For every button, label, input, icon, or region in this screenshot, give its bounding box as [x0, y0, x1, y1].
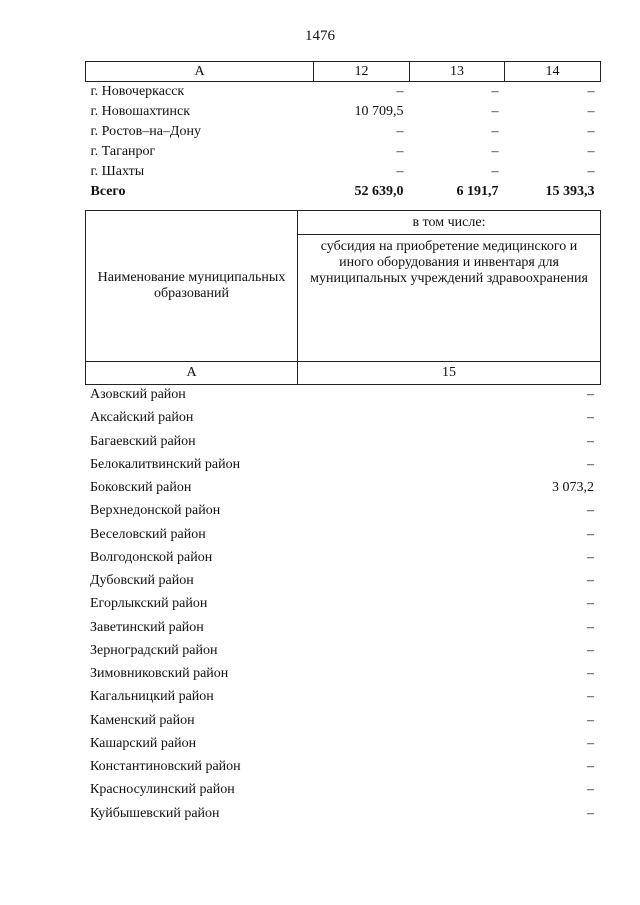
municipal-name-header-text: Наименование муниципальных образований [97, 270, 286, 301]
list-item [85, 687, 600, 710]
value-col-14: – [587, 84, 595, 99]
district-name: Дубовский район [90, 573, 194, 588]
district-name: Аксайский район [90, 410, 194, 426]
value-col-12: – [396, 164, 404, 179]
list-item [85, 594, 600, 617]
header-col-a-second: А [86, 362, 298, 385]
header-col-13: 13 [410, 62, 505, 82]
page-number: 1476 [305, 28, 335, 44]
district-value: – [587, 596, 594, 612]
city-name: г. Новошахтинск [90, 104, 191, 119]
list-item [85, 478, 600, 501]
district-name: Белокалитвинский район [90, 456, 241, 472]
district-name: Красносулинский район [90, 782, 235, 798]
header-col-14: 14 [505, 62, 601, 82]
district-value: – [587, 735, 594, 751]
district-value: – [587, 689, 594, 705]
list-item [85, 664, 600, 687]
district-value: – [587, 712, 594, 728]
district-value: – [587, 549, 594, 565]
district-name: Азовский район [90, 387, 186, 402]
value-col-12: 52 639,0 [354, 184, 404, 199]
list-item [85, 455, 600, 478]
district-name: Константиновский район [90, 759, 241, 774]
value-col-12: – [396, 124, 404, 139]
value-col-13: – [491, 144, 499, 159]
header-col-15: 15 [298, 362, 601, 385]
district-name: Кашарский район [90, 735, 197, 751]
value-col-13: 6 191,7 [456, 184, 499, 199]
list-item [85, 734, 600, 757]
subsidy-header: субсидия на приобретение медицинского и иного оборудования и инвентаря для муниципальных учреждений здравоохранения [298, 235, 601, 362]
district-value: – [587, 387, 594, 402]
value-col-14: – [587, 104, 595, 119]
header-col-a: А [86, 62, 314, 82]
list-item [85, 641, 600, 664]
list-item [85, 711, 600, 734]
city-name: г. Новочеркасск [90, 84, 185, 99]
city-name: г. Шахты [90, 164, 145, 179]
district-value: – [587, 805, 594, 821]
top-table-header-row [86, 62, 601, 82]
list-item [85, 804, 600, 827]
list-item [85, 571, 600, 594]
district-name: Куйбышевский район [90, 805, 220, 821]
district-name: Зерноградский район [90, 642, 218, 658]
district-name: Волгодонской район [90, 549, 213, 565]
district-value: 3 073,2 [552, 480, 594, 495]
district-value: – [587, 759, 594, 774]
value-col-14: 15 393,3 [545, 184, 595, 199]
city-name: г. Таганрог [90, 144, 156, 159]
list-item [85, 757, 600, 780]
list-item [85, 385, 600, 408]
district-value: – [587, 666, 594, 681]
city-name: г. Ростов–на–Дону [90, 124, 201, 139]
list-item [85, 432, 600, 455]
value-col-13: – [491, 104, 499, 119]
district-name: Кагальницкий район [90, 689, 214, 705]
table-row [86, 82, 601, 103]
table-row [86, 162, 601, 182]
table-row [86, 122, 601, 142]
district-value: – [587, 433, 594, 449]
list-item [85, 780, 600, 803]
district-value: – [587, 410, 594, 426]
district-value: – [587, 526, 594, 542]
top-table [85, 61, 601, 202]
value-col-12: – [396, 84, 404, 99]
district-value: – [587, 619, 594, 635]
city-name: Всего [90, 184, 126, 199]
district-name: Зимовниковский район [90, 666, 229, 681]
list-item [85, 618, 600, 641]
district-value: – [587, 573, 594, 588]
list-item [85, 501, 600, 524]
total-row [86, 182, 601, 202]
district-value: – [587, 456, 594, 472]
table-row [86, 142, 601, 162]
value-col-14: – [587, 164, 595, 179]
district-value: – [587, 503, 594, 519]
district-name: Егорлыкский район [90, 596, 208, 612]
district-value: – [587, 642, 594, 658]
district-name: Веселовский район [90, 526, 206, 542]
second-table-header [85, 210, 601, 385]
list-item [85, 548, 600, 571]
value-col-14: – [587, 124, 595, 139]
list-item [85, 408, 600, 431]
value-col-12: – [396, 144, 404, 159]
district-name: Заветинский район [90, 619, 204, 635]
value-col-13: – [491, 84, 499, 99]
district-name: Каменский район [90, 712, 195, 728]
municipal-name-header [86, 211, 298, 362]
district-value: – [587, 782, 594, 798]
districts-list [85, 385, 600, 827]
value-col-13: – [491, 164, 499, 179]
value-col-14: – [587, 144, 595, 159]
value-col-13: – [491, 124, 499, 139]
district-name: Верхнедонской район [90, 503, 221, 519]
district-name: Боковский район [90, 480, 192, 495]
including-header: в том числе: [298, 211, 601, 235]
table-row [86, 102, 601, 122]
header-col-12: 12 [314, 62, 410, 82]
list-item [85, 525, 600, 548]
district-name: Багаевский район [90, 433, 196, 449]
value-col-12: 10 709,5 [354, 104, 404, 119]
